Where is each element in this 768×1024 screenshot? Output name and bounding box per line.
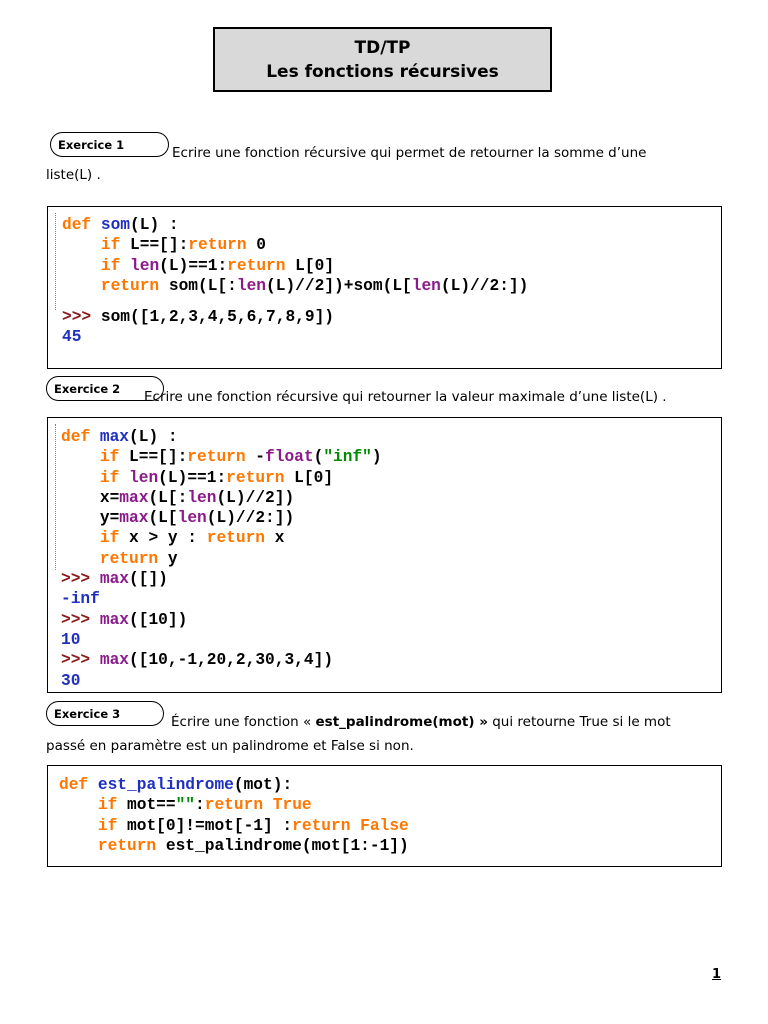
exercise-3-statement-pre: Écrire une fonction « — [171, 714, 316, 730]
code-guide-1 — [55, 213, 56, 310]
code-block-1 — [47, 206, 722, 369]
exercise-2-statement-line-1: Ecrire une fonction récursive qui retourner la valeur maximale d’une liste(L) . — [144, 389, 667, 405]
exercise-1-statement-line-2: liste(L) . — [46, 167, 101, 183]
title-line-2: Les fonctions récursives — [266, 61, 499, 82]
page-number: 1 — [712, 967, 722, 982]
code-line: def max(L) : — [61, 428, 178, 446]
code-output: 10 — [61, 630, 81, 649]
code-guide-2 — [55, 424, 56, 570]
code-block-2-lines — [61, 427, 382, 691]
exercise-3-badge: Exercice 3 — [46, 701, 164, 726]
code-line: return som(L[:len(L)//2])+som(L[len(L)//2:]) — [100, 276, 529, 295]
title-line-1: TD/TP — [354, 37, 411, 58]
code-line: if L==[]:return -float("inf") — [99, 448, 382, 467]
exercise-1-statement-line-1: Ecrire une fonction récursive qui permet de retourner la somme d’une — [172, 145, 647, 161]
code-line: y=max(L[len(L)//2:]) — [61, 509, 295, 528]
code-output: -inf — [61, 590, 100, 609]
code-line: >>> max([10,-1,20,2,30,3,4]) — [61, 651, 334, 670]
exercise-3-statement-line-2: passé en paramètre est un palindrome et False si non. — [46, 738, 414, 754]
exercise-3-function-name: est_palindrome(mot) » — [315, 714, 488, 730]
code-line: >>> max([]) — [61, 570, 168, 589]
exercise-3-statement-line-1 — [171, 711, 671, 734]
code-line: if len(L)==1:return L[0] — [100, 256, 335, 275]
code-line: x=max(L[:len(L)//2]) — [61, 488, 295, 507]
code-block-2 — [47, 417, 722, 693]
exercise-2-badge: Exercice 2 — [46, 376, 164, 401]
code-block-3 — [47, 765, 722, 867]
code-line: if mot[0]!=mot[-1] :return False — [97, 816, 409, 835]
code-line: return est_palindrome(mot[1:-1]) — [97, 836, 409, 855]
code-line: if x > y : return x — [99, 529, 285, 548]
code-line: if len(L)==1:return L[0] — [99, 468, 334, 487]
title-box — [213, 27, 552, 92]
code-output: 45 — [62, 328, 82, 347]
code-line: return y — [99, 549, 178, 568]
code-line: >>> max([10]) — [61, 610, 188, 629]
code-line: if mot=="":return True — [97, 796, 312, 815]
code-output: 30 — [61, 671, 81, 690]
code-line: >>> som([1,2,3,4,5,6,7,8,9]) — [62, 308, 335, 326]
code-line: def est_palindrome(mot): — [59, 776, 293, 794]
code-line: def som(L) : — [62, 216, 179, 234]
code-block-1-lines — [62, 215, 528, 296]
code-block-3-lines — [59, 775, 409, 856]
code-line: if L==[]:return 0 — [100, 236, 267, 255]
exercise-3-statement-post: qui retourne True si le mot — [487, 714, 671, 730]
exercise-1-badge: Exercice 1 — [50, 132, 169, 157]
code-block-1-shell — [62, 307, 334, 348]
